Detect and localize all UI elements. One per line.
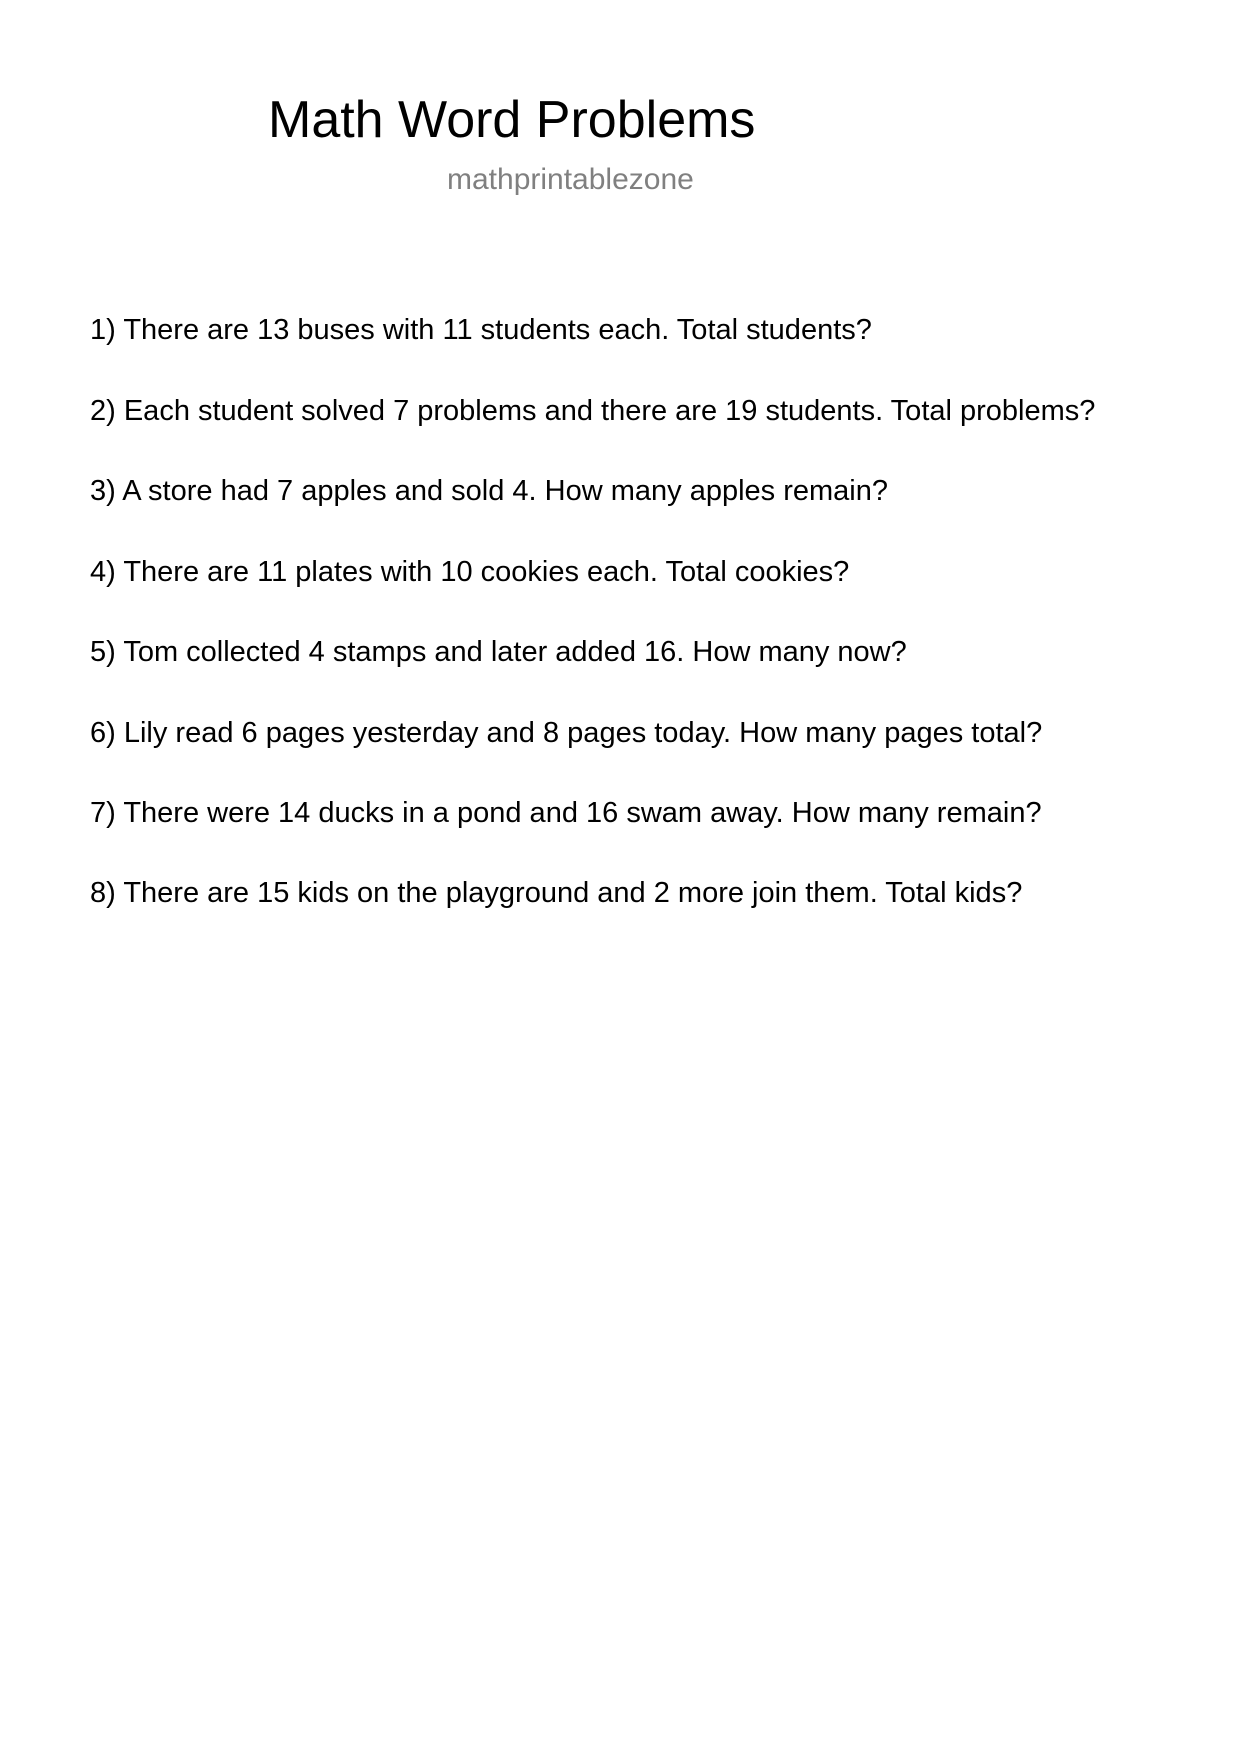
problem-item: 8) There are 15 kids on the playground and 2 more join them. Total kids? xyxy=(90,877,1023,909)
page-title: Math Word Problems xyxy=(268,91,756,149)
problem-item: 5) Tom collected 4 stamps and later added 16. How many now? xyxy=(90,636,907,668)
page-subtitle: mathprintablezone xyxy=(447,163,694,196)
problem-item: 2) Each student solved 7 problems and there are 19 students. Total problems? xyxy=(90,395,1096,427)
problem-item: 4) There are 11 plates with 10 cookies each. Total cookies? xyxy=(90,556,850,588)
problem-item: 3) A store had 7 apples and sold 4. How many apples remain? xyxy=(90,475,888,507)
problem-item: 1) There are 13 buses with 11 students each. Total students? xyxy=(90,314,872,346)
problem-item: 6) Lily read 6 pages yesterday and 8 pages today. How many pages total? xyxy=(90,717,1043,749)
problem-item: 7) There were 14 ducks in a pond and 16 swam away. How many remain? xyxy=(90,797,1042,829)
